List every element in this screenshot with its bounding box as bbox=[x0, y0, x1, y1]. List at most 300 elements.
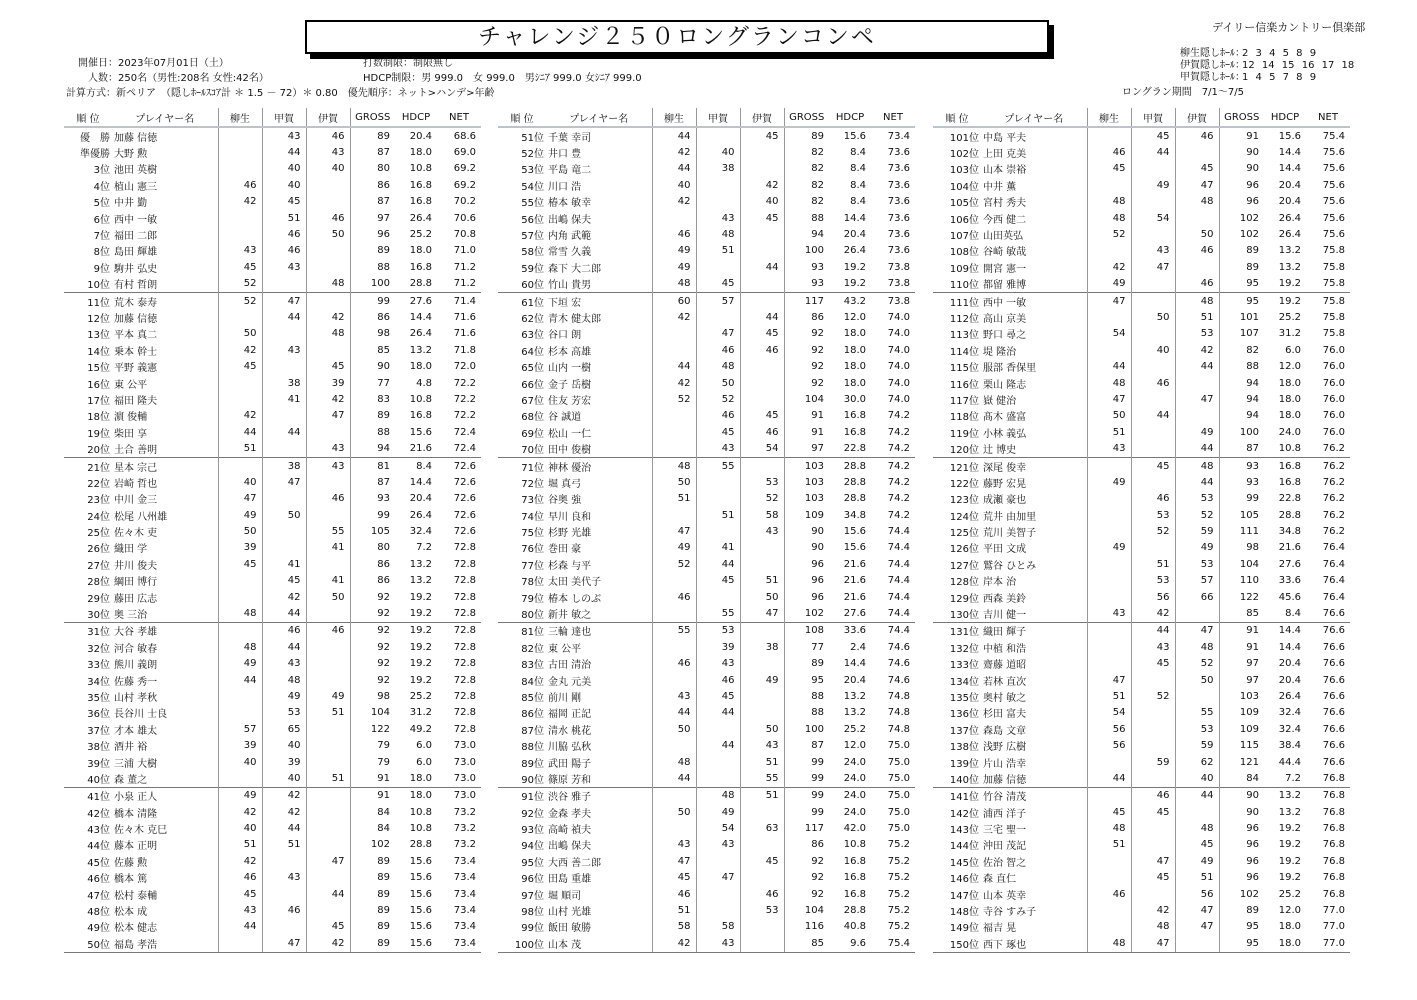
table-row bbox=[498, 721, 915, 737]
gross-cell: 91 bbox=[350, 770, 395, 787]
iga-score-cell: 53 bbox=[1175, 721, 1219, 737]
hdcp-cell: 19.2 bbox=[395, 622, 437, 639]
hdcp-cell: 34.8 bbox=[1278, 526, 1301, 538]
hdcp-cell: 15.6 bbox=[843, 542, 866, 554]
table-row bbox=[933, 853, 1350, 869]
net-cell: 72.4 bbox=[453, 443, 476, 455]
net-cell: 74.0 bbox=[887, 344, 910, 356]
koka-score-cell bbox=[1131, 820, 1175, 836]
net-cell: 76.0 bbox=[1322, 393, 1345, 405]
rank-cell: 13位 bbox=[87, 330, 110, 342]
iga-score-cell: 46 bbox=[1175, 276, 1219, 293]
gross-cell: 115 bbox=[1219, 737, 1264, 753]
net-cell: 75.2 bbox=[887, 839, 910, 851]
yagyu-score-cell: 50 bbox=[652, 474, 696, 490]
gross-cell: 104 bbox=[784, 391, 829, 407]
table-row bbox=[64, 358, 481, 374]
yagyu-score-cell: 47 bbox=[1087, 391, 1131, 407]
hdcp-cell: 26.4 bbox=[1278, 212, 1301, 224]
yagyu-score-cell: 42 bbox=[218, 408, 262, 424]
gross-cell: 96 bbox=[1219, 194, 1264, 210]
table-row bbox=[64, 440, 481, 457]
koka-score-cell: 45 bbox=[696, 276, 740, 293]
net-cell: 73.0 bbox=[453, 756, 476, 768]
iga-score-cell bbox=[740, 540, 784, 556]
hdcp-cell: 27.6 bbox=[395, 292, 437, 309]
gross-cell: 90 bbox=[1219, 804, 1264, 820]
yagyu-score-cell: 48 bbox=[1087, 820, 1131, 836]
hdcp-cell: 12.0 bbox=[1278, 905, 1301, 917]
player-name-cell: 堀 真弓 bbox=[548, 478, 582, 490]
table-row bbox=[64, 127, 481, 144]
rank-cell: 132位 bbox=[949, 643, 979, 655]
hdcp-cell: 20.4 bbox=[409, 493, 432, 505]
gross-cell: 89 bbox=[350, 408, 395, 424]
yagyu-score-cell: 40 bbox=[652, 177, 696, 193]
player-name-cell: 池田 英樹 bbox=[114, 165, 158, 177]
yagyu-score-cell: 46 bbox=[652, 589, 696, 605]
iga-score-cell: 48 bbox=[306, 326, 350, 342]
iga-score-cell: 48 bbox=[1175, 194, 1219, 210]
yagyu-score-cell: 44 bbox=[652, 770, 696, 787]
hdcp-cell: 15.6 bbox=[395, 935, 437, 952]
player-name-cell: 藤野 宏晃 bbox=[983, 478, 1027, 490]
player-name-cell: 片山 浩幸 bbox=[983, 758, 1027, 770]
table-row bbox=[64, 457, 481, 474]
net-cell: 72.8 bbox=[453, 723, 476, 735]
table-row bbox=[64, 424, 481, 440]
iga-score-cell bbox=[740, 243, 784, 259]
hdcp-cell: 15.6 bbox=[1278, 130, 1301, 142]
hdcp-cell: 13.2 bbox=[1278, 245, 1301, 257]
column-header: HDCP bbox=[395, 108, 437, 127]
gross-cell: 111 bbox=[1219, 523, 1264, 539]
koka-score-cell: 44 bbox=[262, 639, 306, 655]
net-cell: 74.8 bbox=[887, 690, 910, 702]
koka-score-cell: 65 bbox=[262, 721, 306, 737]
player-name-cell: 川口 浩 bbox=[548, 181, 582, 193]
player-name-cell: 吉川 健一 bbox=[983, 610, 1027, 622]
koka-score-cell bbox=[1131, 391, 1175, 407]
net-cell: 74.4 bbox=[887, 608, 910, 620]
net-cell: 73.6 bbox=[887, 163, 910, 175]
iga-score-cell bbox=[306, 870, 350, 886]
player-name-cell: 橋本 清隆 bbox=[114, 808, 158, 820]
koka-score-cell: 47 bbox=[696, 326, 740, 342]
iga-score-cell: 49 bbox=[740, 672, 784, 688]
player-name-cell: 東 公平 bbox=[548, 643, 582, 655]
yagyu-score-cell bbox=[1087, 639, 1131, 655]
table-row bbox=[933, 688, 1350, 704]
player-name-cell: 出嶋 保夫 bbox=[548, 214, 592, 226]
player-name-cell: 濵 俊輔 bbox=[114, 412, 148, 424]
net-cell: 73.6 bbox=[887, 245, 910, 257]
iga-score-cell bbox=[1175, 935, 1219, 952]
net-cell: 72.8 bbox=[437, 622, 481, 639]
rank-cell: 27位 bbox=[87, 560, 110, 572]
table-row bbox=[933, 408, 1350, 424]
table-row bbox=[498, 144, 915, 160]
hdcp-cell: 24.0 bbox=[843, 756, 866, 768]
koka-score-cell: 44 bbox=[696, 705, 740, 721]
gross-cell: 91 bbox=[784, 408, 829, 424]
koka-score-cell: 47 bbox=[1131, 935, 1175, 952]
hdcp-cell: 32.4 bbox=[1278, 707, 1301, 719]
table-row bbox=[498, 804, 915, 820]
yagyu-score-cell: 49 bbox=[652, 540, 696, 556]
column-header: NET bbox=[871, 108, 915, 127]
table-row bbox=[933, 837, 1350, 853]
iga-score-cell: 45 bbox=[306, 358, 350, 374]
iga-score-cell: 62 bbox=[1175, 754, 1219, 770]
gross-cell: 85 bbox=[784, 935, 829, 952]
rank-cell: 128位 bbox=[949, 577, 979, 589]
player-name-cell: 鷲谷 ひとみ bbox=[983, 560, 1037, 572]
koka-score-cell: 43 bbox=[696, 935, 740, 952]
yagyu-score-cell: 51 bbox=[652, 491, 696, 507]
table-row bbox=[933, 507, 1350, 523]
koka-score-cell: 52 bbox=[1131, 688, 1175, 704]
gross-cell: 89 bbox=[1219, 259, 1264, 275]
yagyu-score-cell bbox=[1087, 787, 1131, 804]
table-row bbox=[498, 474, 915, 490]
player-name-cell: 西中 一敏 bbox=[981, 292, 1087, 309]
player-name-cell: 青木 健太郎 bbox=[548, 313, 602, 325]
rank-cell: 63位 bbox=[521, 330, 544, 342]
hdcp-cell: 28.8 bbox=[409, 839, 432, 851]
yagyu-score-cell: 54 bbox=[1087, 705, 1131, 721]
player-name-cell: 内角 武範 bbox=[548, 231, 592, 243]
rank-cell: 118位 bbox=[949, 412, 979, 424]
rank-cell: 47位 bbox=[87, 890, 110, 902]
rank-cell: 80位 bbox=[521, 610, 544, 622]
iga-score-cell: 45 bbox=[740, 853, 784, 869]
iga-score-cell bbox=[740, 935, 784, 952]
iga-score-cell bbox=[306, 507, 350, 523]
table-row bbox=[933, 902, 1350, 918]
koka-score-cell: 45 bbox=[1131, 656, 1175, 672]
net-cell: 75.2 bbox=[887, 905, 910, 917]
gross-cell: 95 bbox=[1219, 935, 1264, 952]
table-row bbox=[64, 491, 481, 507]
iga-score-cell bbox=[306, 787, 350, 804]
rank-cell: 23位 bbox=[87, 495, 110, 507]
table-row bbox=[498, 672, 915, 688]
net-cell: 75.8 bbox=[1322, 278, 1345, 290]
yagyu-score-cell: 48 bbox=[652, 457, 696, 474]
rank-cell: 74位 bbox=[521, 511, 544, 523]
hdcp-cell: 18.0 bbox=[395, 787, 437, 804]
player-name-cell: 西下 琢也 bbox=[981, 935, 1087, 952]
iga-score-cell: 52 bbox=[740, 491, 784, 507]
hdcp-cell: 20.4 bbox=[1278, 179, 1301, 191]
iga-score-cell bbox=[740, 161, 784, 177]
gross-cell: 96 bbox=[350, 226, 395, 242]
rank-cell: 8位 bbox=[93, 247, 110, 259]
net-cell: 75.6 bbox=[1322, 163, 1345, 175]
table-row bbox=[933, 622, 1350, 639]
yagyu-score-cell: 49 bbox=[218, 787, 262, 804]
rank-cell: 142位 bbox=[949, 808, 979, 820]
iga-score-cell bbox=[740, 656, 784, 672]
player-name-cell: 小泉 正人 bbox=[112, 787, 218, 804]
koka-score-cell: 40 bbox=[696, 144, 740, 160]
iga-score-cell: 44 bbox=[740, 309, 784, 325]
hdcp-cell: 10.8 bbox=[843, 839, 866, 851]
gross-cell: 104 bbox=[784, 902, 829, 918]
player-name-cell: 橋本 篤 bbox=[114, 874, 148, 886]
yagyu-score-cell: 49 bbox=[1087, 540, 1131, 556]
player-name-cell: 山内 一樹 bbox=[548, 363, 592, 375]
yagyu-score-cell: 42 bbox=[652, 144, 696, 160]
rank-cell: 110位 bbox=[949, 280, 979, 292]
rank-cell: 135位 bbox=[949, 692, 979, 704]
net-cell: 75.2 bbox=[887, 888, 910, 900]
table-header-row bbox=[498, 108, 915, 127]
player-name-cell: 岩崎 哲也 bbox=[114, 478, 158, 490]
net-cell: 74.4 bbox=[887, 558, 910, 570]
iga-score-cell: 46 bbox=[740, 886, 784, 902]
table-header-row bbox=[64, 108, 481, 127]
rank-cell: 103位 bbox=[949, 165, 979, 177]
gross-cell: 102 bbox=[1219, 226, 1264, 242]
rank-cell: 149位 bbox=[949, 923, 979, 935]
player-name-cell: 佐治 智之 bbox=[983, 857, 1027, 869]
table-row bbox=[933, 440, 1350, 457]
iga-score-cell bbox=[306, 737, 350, 753]
table-row bbox=[64, 375, 481, 391]
koka-score-cell bbox=[1131, 358, 1175, 374]
yagyu-score-cell bbox=[218, 705, 262, 721]
rank-cell: 107位 bbox=[949, 231, 979, 243]
iga-score-cell bbox=[306, 292, 350, 309]
hdcp-cell: 25.2 bbox=[409, 229, 432, 241]
hdcp-cell: 16.8 bbox=[409, 179, 432, 191]
koka-score-cell: 44 bbox=[262, 144, 306, 160]
yagyu-score-cell bbox=[1087, 507, 1131, 523]
koka-score-cell bbox=[1131, 886, 1175, 902]
rank-cell: 14位 bbox=[87, 346, 110, 358]
player-name-cell: 寺谷 すみ子 bbox=[983, 907, 1037, 919]
net-cell: 75.8 bbox=[1322, 328, 1345, 340]
net-cell: 72.6 bbox=[453, 493, 476, 505]
yagyu-score-cell: 52 bbox=[1087, 226, 1131, 242]
player-name-cell: 金丸 元美 bbox=[548, 676, 592, 688]
table-row bbox=[64, 573, 481, 589]
gross-cell: 99 bbox=[784, 754, 829, 770]
player-name-cell: 小林 義弘 bbox=[983, 428, 1027, 440]
hdcp-cell: 16.8 bbox=[843, 888, 866, 900]
gross-cell: 90 bbox=[1219, 787, 1264, 804]
player-name-cell: 島田 輝雄 bbox=[114, 247, 158, 259]
player-name-cell: 上田 克美 bbox=[983, 149, 1027, 161]
rank-cell: 84位 bbox=[521, 676, 544, 688]
player-name-cell: 宮村 秀夫 bbox=[983, 198, 1027, 210]
player-name-cell: 飯田 敏勝 bbox=[548, 923, 592, 935]
player-name-cell: 三宅 聖一 bbox=[983, 825, 1027, 837]
net-cell: 71.8 bbox=[453, 344, 476, 356]
hdcp-cell: 8.4 bbox=[1285, 608, 1301, 620]
koka-score-cell: 52 bbox=[696, 391, 740, 407]
iga-score-cell bbox=[306, 754, 350, 770]
table-row bbox=[498, 276, 915, 293]
iga-score-cell bbox=[306, 194, 350, 210]
iga-score-cell: 49 bbox=[1175, 853, 1219, 869]
koka-score-cell: 49 bbox=[262, 688, 306, 704]
net-cell: 75.0 bbox=[887, 740, 910, 752]
rank-cell: 138位 bbox=[949, 742, 979, 754]
table-row bbox=[64, 507, 481, 523]
net-cell: 72.6 bbox=[453, 476, 476, 488]
rank-cell: 76位 bbox=[521, 544, 544, 556]
iga-score-cell: 47 bbox=[1175, 177, 1219, 193]
player-name-cell: 大西 善二郎 bbox=[548, 857, 602, 869]
koka-score-cell bbox=[696, 491, 740, 507]
koka-score-cell bbox=[1131, 194, 1175, 210]
iga-score-cell bbox=[1175, 605, 1219, 622]
gross-cell: 102 bbox=[1219, 210, 1264, 226]
koka-score-cell bbox=[1131, 837, 1175, 853]
koka-score-cell: 45 bbox=[696, 424, 740, 440]
yagyu-score-cell bbox=[652, 639, 696, 655]
iga-score-cell bbox=[1175, 259, 1219, 275]
net-cell: 76.8 bbox=[1322, 872, 1345, 884]
yagyu-score-cell bbox=[218, 226, 262, 242]
table-row bbox=[64, 243, 481, 259]
yagyu-score-cell bbox=[652, 820, 696, 836]
table-row bbox=[64, 589, 481, 605]
rank-cell: 147位 bbox=[949, 890, 979, 902]
koka-score-cell bbox=[1131, 440, 1175, 457]
iga-score-cell: 46 bbox=[1175, 127, 1219, 144]
net-cell: 74.2 bbox=[871, 457, 915, 474]
gross-cell: 90 bbox=[1219, 144, 1264, 160]
table-row bbox=[933, 886, 1350, 902]
iga-score-cell bbox=[740, 292, 784, 309]
yagyu-score-cell: 39 bbox=[218, 540, 262, 556]
yagyu-score-cell bbox=[1087, 573, 1131, 589]
rank-cell: 105位 bbox=[949, 198, 979, 210]
table-row bbox=[64, 886, 481, 902]
gross-cell: 99 bbox=[350, 292, 395, 309]
player-name-cell: 栗山 隆志 bbox=[983, 379, 1027, 391]
net-cell: 75.4 bbox=[871, 935, 915, 952]
net-cell: 74.0 bbox=[887, 393, 910, 405]
koka-score-cell bbox=[696, 309, 740, 325]
table-row bbox=[933, 721, 1350, 737]
player-name-cell: 佐々木 克巳 bbox=[114, 825, 168, 837]
net-cell: 76.6 bbox=[1306, 622, 1350, 639]
gross-cell: 96 bbox=[1219, 837, 1264, 853]
hdcp-cell: 10.8 bbox=[409, 823, 432, 835]
table-row bbox=[933, 589, 1350, 605]
table-row bbox=[498, 342, 915, 358]
iga-score-cell: 44 bbox=[306, 886, 350, 902]
hdcp-cell: 16.8 bbox=[409, 196, 432, 208]
yagyu-score-cell bbox=[652, 440, 696, 457]
table-row bbox=[64, 721, 481, 737]
player-name-cell: 才本 雄太 bbox=[114, 725, 158, 737]
gross-cell: 87 bbox=[1219, 440, 1264, 457]
hdcp-cell: 14.4 bbox=[409, 476, 432, 488]
table-row bbox=[498, 853, 915, 869]
gross-cell: 79 bbox=[350, 754, 395, 770]
table-row bbox=[498, 656, 915, 672]
table-row bbox=[933, 573, 1350, 589]
hdcp-cell: 26.4 bbox=[1278, 229, 1301, 241]
net-cell: 73.2 bbox=[453, 806, 476, 818]
rank-cell: 44位 bbox=[87, 841, 110, 853]
yagyu-score-cell bbox=[218, 573, 262, 589]
player-name-cell: 三浦 大樹 bbox=[114, 758, 158, 770]
yagyu-score-cell: 51 bbox=[1087, 424, 1131, 440]
gross-cell: 102 bbox=[350, 837, 395, 853]
koka-score-cell: 46 bbox=[262, 902, 306, 918]
table-row bbox=[933, 326, 1350, 342]
hdcp-cell: 25.2 bbox=[843, 723, 866, 735]
rank-cell: 150位 bbox=[933, 935, 981, 952]
hdcp-cell: 26.4 bbox=[409, 212, 432, 224]
net-cell: 72.8 bbox=[453, 542, 476, 554]
yagyu-score-cell: 49 bbox=[652, 259, 696, 275]
column-header: HDCP bbox=[1264, 108, 1306, 127]
net-cell: 75.6 bbox=[1322, 179, 1345, 191]
hdcp-cell: 18.0 bbox=[1278, 921, 1301, 933]
hdcp-cell: 28.8 bbox=[1278, 509, 1301, 521]
iga-score-cell: 51 bbox=[740, 787, 784, 804]
yagyu-score-cell: 50 bbox=[652, 721, 696, 737]
net-cell: 76.2 bbox=[1322, 493, 1345, 505]
koka-score-cell: 51 bbox=[696, 243, 740, 259]
net-cell: 73.6 bbox=[887, 229, 910, 241]
table-header-row bbox=[933, 108, 1350, 127]
table-row bbox=[498, 177, 915, 193]
rank-cell: 123位 bbox=[949, 495, 979, 507]
iga-score-cell bbox=[740, 804, 784, 820]
gross-cell: 89 bbox=[350, 243, 395, 259]
table-row bbox=[64, 408, 481, 424]
gross-cell: 92 bbox=[350, 605, 395, 622]
gross-cell: 97 bbox=[784, 440, 829, 457]
koka-score-cell: 48 bbox=[1131, 919, 1175, 935]
rank-cell: 9位 bbox=[93, 263, 110, 275]
koka-score-cell bbox=[1131, 770, 1175, 787]
yagyu-score-cell: 42 bbox=[218, 853, 262, 869]
player-name-cell: 前川 剛 bbox=[548, 692, 582, 704]
hidden-holes bbox=[1180, 48, 1354, 84]
iga-score-cell: 47 bbox=[306, 853, 350, 869]
table-row bbox=[498, 440, 915, 457]
hdcp-cell: 15.6 bbox=[409, 426, 432, 438]
gross-cell: 100 bbox=[1219, 424, 1264, 440]
hdcp-cell: 6.0 bbox=[416, 740, 432, 752]
iga-score-cell: 50 bbox=[740, 589, 784, 605]
column-header: 柳生 bbox=[218, 108, 262, 127]
event-date: 開催日：2023年07月01日（土） bbox=[78, 58, 229, 69]
hdcp-cell: 22.8 bbox=[1278, 493, 1301, 505]
hdcp-cell: 16.8 bbox=[1264, 457, 1306, 474]
gross-cell: 93 bbox=[1219, 474, 1264, 490]
koka-score-cell: 45 bbox=[696, 573, 740, 589]
iga-score-cell bbox=[306, 804, 350, 820]
net-cell: 72.8 bbox=[453, 674, 476, 686]
table-row bbox=[933, 127, 1350, 144]
gross-cell: 92 bbox=[784, 358, 829, 374]
rank-cell: 116位 bbox=[949, 379, 979, 391]
net-cell: 73.2 bbox=[453, 823, 476, 835]
koka-score-cell bbox=[696, 523, 740, 539]
table-row bbox=[933, 226, 1350, 242]
